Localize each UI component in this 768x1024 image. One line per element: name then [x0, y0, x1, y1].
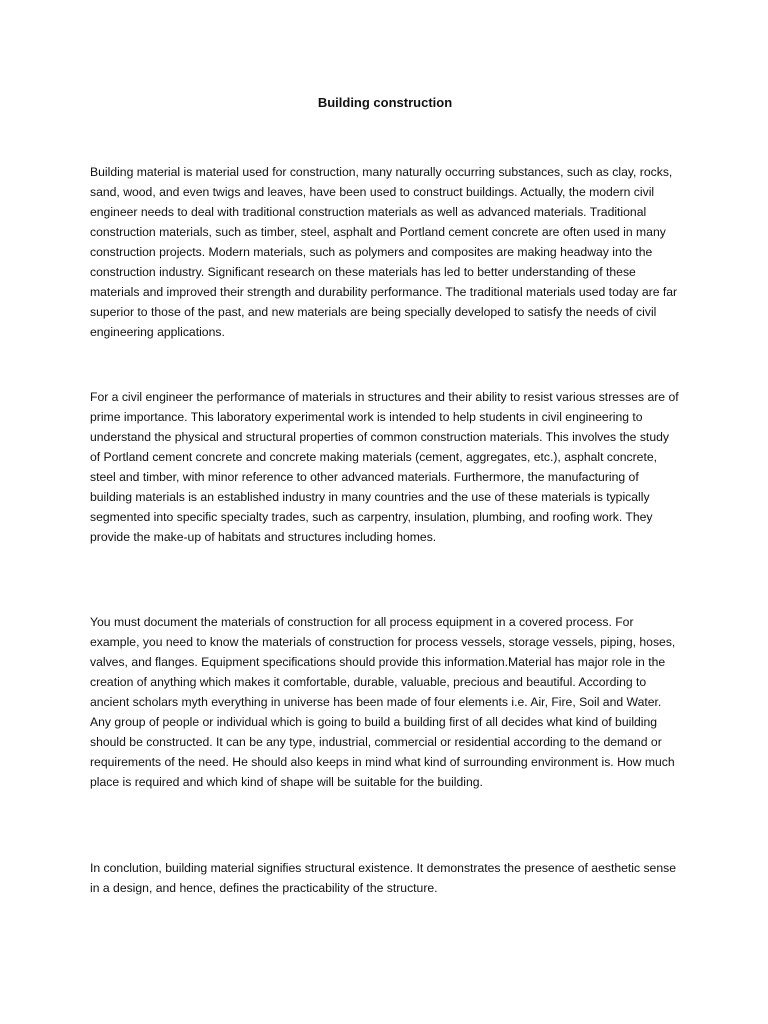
paragraph-civil-engineer: For a civil engineer the performance of materials in structures and their ability to resist various stresses are of prime importance. This laboratory experimental work is intended to help students in civil engineering to understand the physical and structural properties of common construction materials. This involves the study of Portland cement concrete and concrete making materials (cement, aggregates, etc.), asphalt concrete, steel and timber, with minor reference to other advanced materials. Furthermore, the manufacturing of building materials is an established industry in many countries and the use of these materials is typically segmented into specific specialty trades, such as carpentry, insulation, plumbing, and roofing work. They provide the make-up of habitats and structures including homes. — [90, 390, 679, 544]
document-title: Building construction — [317, 95, 453, 110]
paragraph-introduction: Building material is material used for construction, many naturally occurring substances, such as clay, rocks, sand, wood, and even twigs and leaves, have been used to construct buildings. Actually, the modern civil engineer needs to deal with traditional construction materials as well as advanced materials. Traditional construction materials, such as timber, steel, asphalt and Portland cement concrete are often used in many construction projects. Modern materials, such as polymers and composites are making headway into the construction industry. Significant research on these materials has led to better understanding of these materials and improved their strength and durability performance. The traditional materials used today are far superior to those of the past, and new materials are being specially developed to satisfy the needs of civil engineering applications. — [90, 165, 678, 339]
paragraph-documentation: You must document the materials of construction for all process equipment in a covered process. For example, you need to know the materials of construction for process vessels, storage vessels, piping, hoses, valves, and flanges. Equipment specifications should provide this information.Material has major role in the creation of anything which makes it comfortable, durable, valuable, precious and beautiful. According to ancient scholars myth everything in universe has been made of four elements i.e. Air, Fire, Soil and Water. Any group of people or individual which is going to build a building first of all decides what kind of building should be constructed. It can be any type, industrial, commercial or residential according to the demand or requirements of the need. He should also keeps in mind what kind of surrounding environment is. How much place is required and which kind of shape will be suitable for the building. — [90, 615, 676, 789]
paragraph-conclusion: In conclution, building material signifies structural existence. It demonstrates the presence of aesthetic sense in a design, and hence, defines the practicability of the structure. — [90, 861, 676, 895]
